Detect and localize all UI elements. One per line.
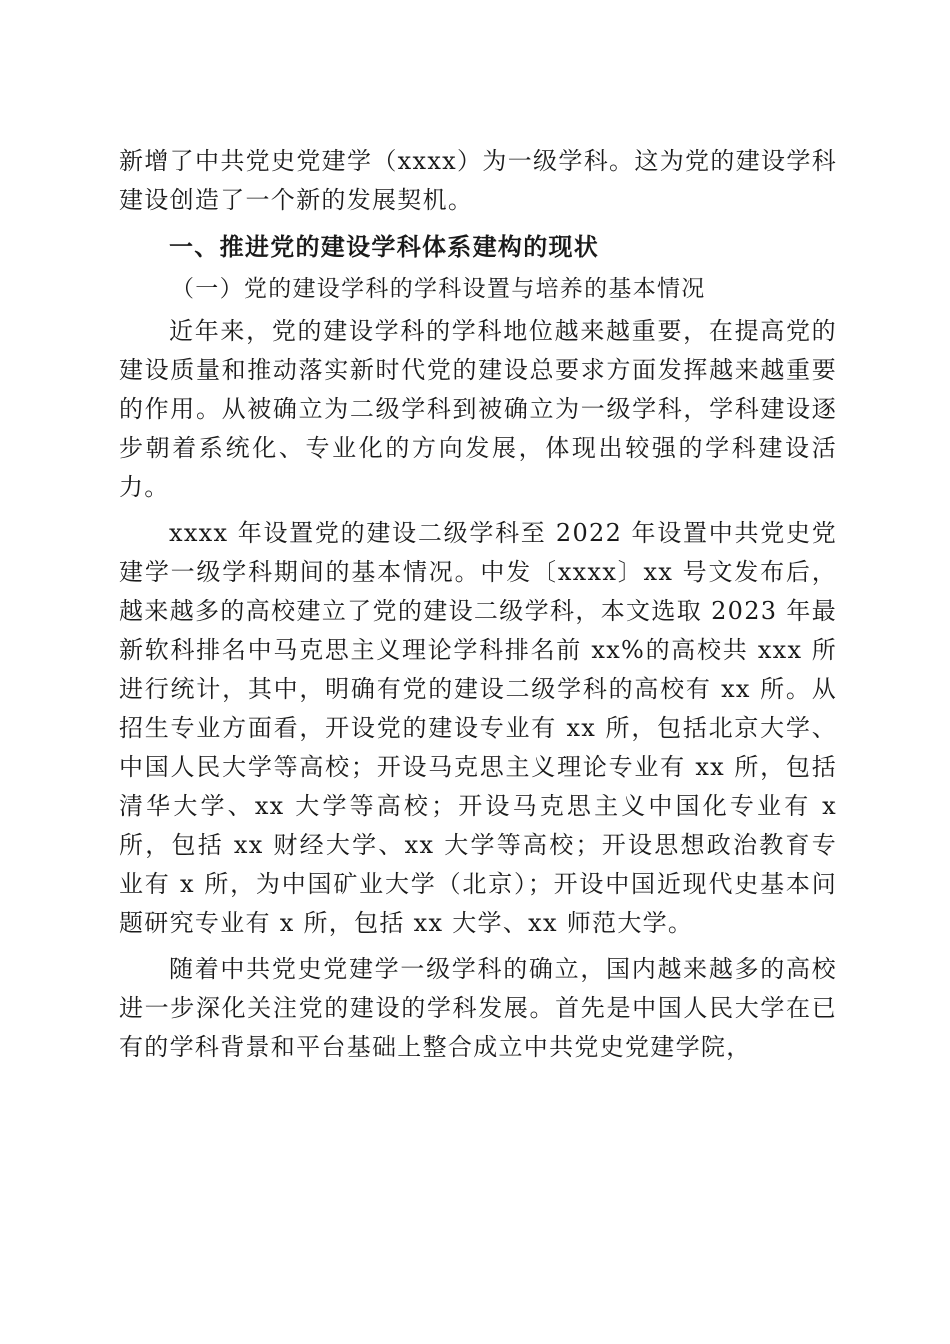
paragraph-development: 随着中共党史党建学一级学科的确立，国内越来越多的高校进一步深化关注党的建设的学科发展。首先是中国人民大学在已有的学科背景和平台基础上整合成立中共党史党建学院， [119,955,837,1061]
section-heading: 一、推进党的建设学科体系建构的现状 [169,233,600,261]
paragraph-continuation: 新增了中共党史党建学（xxxx）为一级学科。这为党的建设学科建设创造了一个新的发展契机。 [119,147,837,214]
paragraph-statistics: xxxx 年设置党的建设二级学科至 2022 年设置中共党史党建学一级学科期间的基本情况。中发〔xxxx〕xx 号文发布后，越来越多的高校建立了党的建设二级学科，本文选取 2023 年最新软科排名中马克思主义理论学科排名前 xx%的高校共 xxx 所进行统计，其中，明确有党的建设二级学科的高校有 xx 所。从招生专业方面看，开设党的建设专业有 xx 所，包括北京大学、中国人民大学等高校；开设马克思主义理论专业有 xx 所，包括清华大学、xx 大学等高校；开设马克思主义中国化专业有 x 所，包括 xx 财经大学、xx 大学等高校；开设思想政治教育专业有 x 所，为中国矿业大学（北京）；开设中国近现代史基本问题研究专业有 x 所，包括 xx 大学、xx 师范大学。 [119,519,837,937]
subsection-heading: （一）党的建设学科的学科设置与培养的基本情况 [171,276,706,302]
document-body [119,142,837,1067]
paragraph-overview: 近年来，党的建设学科的学科地位越来越重要，在提高党的建设质量和推动落实新时代党的建设总要求方面发挥越来越重要的作用。从被确立为二级学科到被确立为一级学科，学科建设逐步朝着系统化、专业化的方向发展，体现出较强的学科建设活力。 [119,317,837,501]
